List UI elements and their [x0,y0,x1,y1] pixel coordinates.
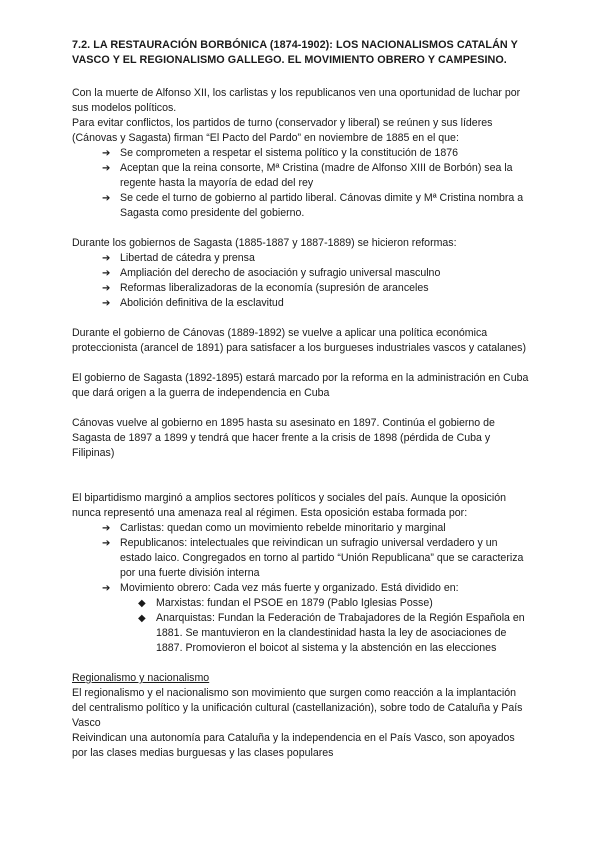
list-item: ➔ Ampliación del derecho de asociación y sufragio universal masculno [102,266,532,281]
canovas-paragraph: Durante el gobierno de Cánovas (1889-1892) se vuelve a aplicar una política económica proteccionista (arancel de 1891) para satisfacer a los burgueses industriales vascos y catalanes) [72,327,527,354]
list-item: ➔ Aceptan que la reina consorte, Mª Cristina (madre de Alfonso XIII de Borbón) sea la regente hasta la mayoría de edad del rey [102,161,532,191]
pact-list [72,146,532,221]
list-item-text: Movimiento obrero: Cada vez más fuerte y organizado. Está dividido en: [120,582,459,594]
regionalism-paragraph: El regionalismo y el nacionalismo son movimiento que surgen como reacción a la implantación del centralismo político y la unificación cultural (castellanización), sobre todo de Cataluña y País Vasco [72,687,523,729]
sagasta-reforms-paragraph: Durante los gobiernos de Sagasta (1885-1887 y 1887-1889) se hicieron reformas: [72,237,457,249]
list-item: ➔ Carlistas: quedan como un movimiento rebelde minoritario y marginal [102,521,532,536]
page-title: 7.2. LA RESTAURACIÓN BORBÓNICA (1874-1902): LOS NACIONALISMOS CATALÁN Y VASCO Y EL REGIONALISMO GALLEGO. EL MOVIMIENTO OBRERO Y CAMPESINO. [72,39,518,66]
pact-paragraph: Para evitar conflictos, los partidos de turno (conservador y liberal) se reúnen y sus líderes (Cánovas y Sagasta) firman “El Pacto del Pardo” en noviembre de 1885 en el que: [72,117,493,144]
workers-sublist [120,596,532,656]
list-item: ➔ Abolición definitiva de la esclavitud [102,296,532,311]
sublist-item: ◆ Marxistas: fundan el PSOE en 1879 (Pablo Iglesias Posse) [138,596,532,611]
sagasta-cuba-paragraph: El gobierno de Sagasta (1892-1895) estará marcado por la reforma en la administración en Cuba que dará origen a la guerra de independencia en Cuba [72,372,529,399]
claims-paragraph: Reivindican una autonomía para Cataluña y la independencia en el País Vasco, son apoyados por las clases medias burguesas y las clases populares [72,732,515,759]
document-page [72,38,532,761]
list-item: ➔ Republicanos: intelectuales que reivindican un sufragio universal verdadero y un estado laico. Congregados en torno al partido “Unión Republicana” que se caracteriza por una fuerte división interna [102,536,532,581]
list-item: ➔ Reformas liberalizadoras de la economía (supresión de aranceles [102,281,532,296]
list-item: ➔ Se cede el turno de gobierno al partido liberal. Cánovas dimite y Mª Cristina nombra a Sagasta como presidente del gobierno. [102,191,532,221]
section-heading: Regionalismo y nacionalismo [72,672,210,684]
reforms-list [72,251,532,311]
opposition-paragraph: El bipartidismo marginó a amplios sectores políticos y sociales del país. Aunque la oposición nunca representó una amenaza real al régimen. Esta oposición estaba formada por: [72,492,506,519]
sublist-item: ◆ Anarquistas: Fundan la Federación de Trabajadores de la Región Española en 1881. Se mantuvieron en la clandestinidad hasta la ley de asociaciones de 1887. Promovieron el boicot al sistema y la abstención en las elecciones [138,611,532,656]
list-item: ➔ Libertad de cátedra y prensa [102,251,532,266]
opposition-list [72,521,532,656]
list-item: ➔ Se comprometen a respetar el sistema político y la constitución de 1876 [102,146,532,161]
canovas-return-paragraph: Cánovas vuelve al gobierno en 1895 hasta su asesinato en 1897. Continúa el gobierno de Sagasta de 1897 a 1899 y tendrá que hacer frente a la crisis de 1898 (pérdida de Cuba y Filipinas) [72,417,495,459]
intro-paragraph: Con la muerte de Alfonso XII, los carlistas y los republicanos ven una oportunidad de luchar por sus modelos políticos. [72,87,521,114]
list-item [102,581,532,656]
